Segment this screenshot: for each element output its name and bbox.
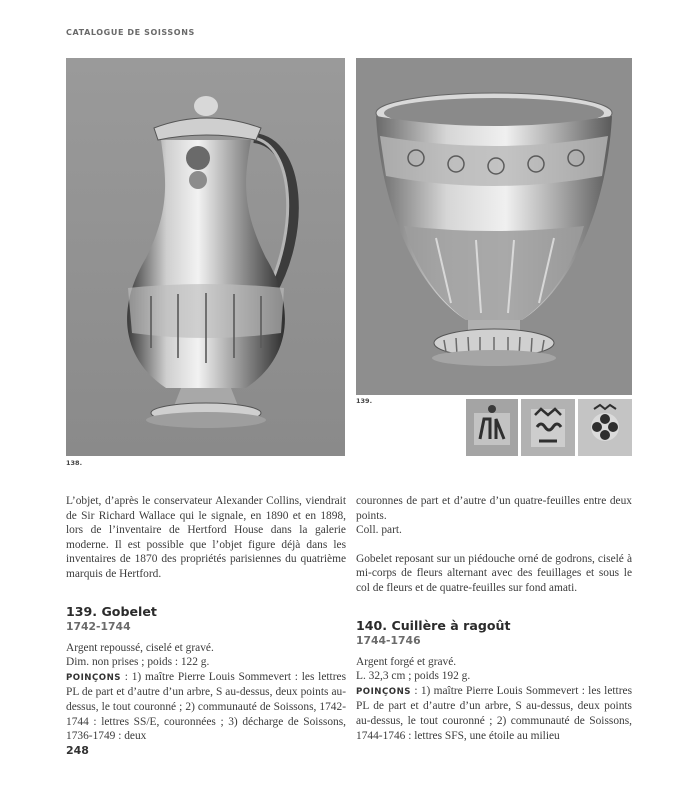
right-text-column bbox=[356, 494, 632, 743]
entry-140-title: 140. Cuillère à ragoût bbox=[356, 617, 511, 633]
goblet-description: Gobelet reposant sur un piédouche orné de godrons, ciselé à mi-corps de fleurs alternant avec des feuillages et sous le col de fleurs et de quatre-feuilles sur fond amati. bbox=[356, 552, 632, 594]
figure-caption-138: 138. bbox=[66, 459, 83, 467]
entry-139 bbox=[66, 604, 346, 744]
provenance-paragraph: L’objet, d’après le conservateur Alexander Collins, viendrait de Sir Richard Wallace qui le signale, en 1890 et en 1898, lors de l’inventaire de Hertford House dans la galerie moderne. Il est possible que l’objet figure déjà dans les inventaires de 1870 des propriétés parisiennes du quatrième marquis de Hertford. bbox=[66, 495, 346, 580]
marks-text: : 1) maître Pierre Louis Sommevert : les lettres PL de part et d’autre d’un arbre, S au-dessus, deux points au-dessus, le tout couronné ; 2) communauté de Soissons, 1742-1744 : lettres SS/E, couronnées ; 3) décharge de Soissons, 1736-1749 : deux bbox=[66, 670, 346, 743]
left-text-column bbox=[66, 494, 346, 744]
entry-140-date: 1744-1746 bbox=[356, 633, 421, 647]
entry-140-dimensions: L. 32,3 cm ; poids 192 g. bbox=[356, 670, 471, 683]
marks-label: POINÇONS bbox=[66, 672, 121, 683]
entry-140-marks bbox=[356, 684, 632, 743]
entry-139-marks bbox=[66, 670, 346, 744]
marks-continuation: couronnes de part et d’autre d’un quatre-feuilles entre deux points. bbox=[356, 495, 632, 522]
ewer-photo bbox=[66, 58, 345, 456]
marks-label: POINÇONS bbox=[356, 686, 411, 697]
entry-139-date: 1742-1744 bbox=[66, 619, 131, 633]
entry-139-material: Argent repoussé, ciselé et gravé. bbox=[66, 641, 214, 654]
hallmark-photo-discharge bbox=[578, 399, 632, 456]
page-number: 248 bbox=[66, 744, 89, 757]
collection-line: Coll. part. bbox=[356, 524, 402, 537]
goblet-photo bbox=[356, 58, 632, 395]
running-head: CATALOGUE DE SOISSONS bbox=[66, 28, 195, 37]
entry-140-material: Argent forgé et gravé. bbox=[356, 655, 457, 668]
hallmark-photo-maker bbox=[466, 399, 518, 456]
entry-139-dimensions: Dim. non prises ; poids : 122 g. bbox=[66, 656, 210, 669]
entry-140 bbox=[356, 618, 632, 744]
figure-caption-139: 139. bbox=[356, 397, 373, 405]
marks-text: : 1) maître Pierre Louis Sommevert : les lettres PL de part et d’autre d’un arbre, S au-dessus, deux points au-dessus, le tout couronné ; 2) communauté de Soissons, 1744-1746 : lettres SFS, une étoile au milieu bbox=[356, 684, 632, 742]
hallmark-photo-community bbox=[521, 399, 575, 456]
entry-139-title: 139. Gobelet bbox=[66, 603, 157, 619]
